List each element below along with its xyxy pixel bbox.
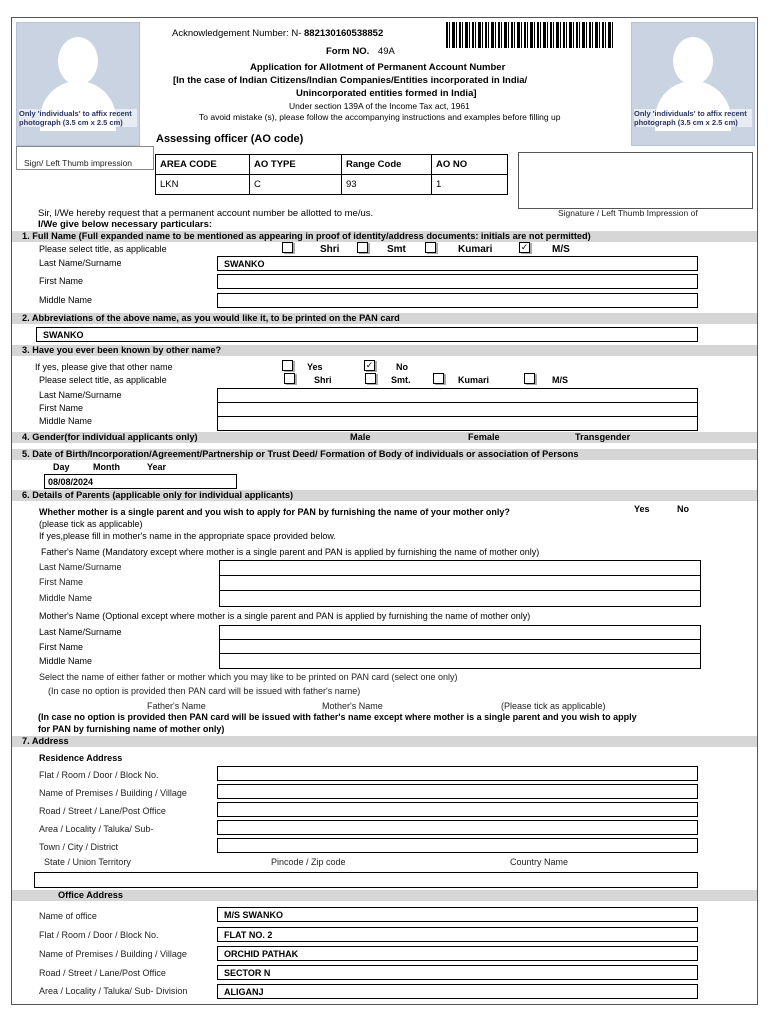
section-2-header: 2. Abbreviations of the above name, as you would like it, to be printed on the PAN card — [12, 313, 757, 324]
ao-value-cell[interactable]: 1 — [432, 175, 508, 195]
checkbox-ms[interactable]: ✓ — [520, 242, 529, 252]
res-flat-field[interactable] — [217, 766, 698, 781]
sign-right-label: Signature / Left Thumb Impression of — [558, 208, 698, 218]
mothers-name-option[interactable]: Mother's Name — [322, 701, 383, 711]
middle-name-label: Middle Name — [39, 295, 93, 305]
res-premises-field[interactable] — [217, 784, 698, 799]
country-label: Country Name — [510, 857, 569, 867]
res-area-field[interactable] — [217, 820, 698, 835]
no-label: No — [396, 362, 408, 372]
res-premises-label: Name of Premises / Building / Village — [39, 788, 187, 798]
checkbox-no[interactable]: ✓ — [365, 360, 374, 370]
office-area-field[interactable]: ALIGANJ — [217, 984, 698, 999]
day-label: Day — [53, 462, 70, 472]
ack-line: Acknowledgement Number: N- 882130160538852 — [172, 28, 384, 39]
mother-last-label: Last Name/Surname — [39, 627, 122, 637]
form-subtitle-1: [In the case of Indian Citizens/Indian Companies/Entities incorporated in India/ — [173, 75, 528, 86]
ao-code-table — [155, 154, 508, 195]
res-area-label: Area / Locality / Taluka/ Sub- — [39, 824, 154, 834]
section-7-header: 7. Address — [12, 736, 757, 747]
signature-box[interactable] — [518, 152, 753, 209]
option-smt-label: Smt — [387, 244, 406, 255]
section-5-header: 5. Date of Birth/Incorporation/Agreement/Partnership or Trust Deed/ Formation of Body of individuals or association of Persons — [12, 449, 757, 460]
ao-value-cell[interactable]: 93 — [342, 175, 432, 195]
first-name-field[interactable] — [217, 274, 698, 289]
checkbox-ms[interactable] — [524, 373, 535, 384]
option-shri-label: Shri — [314, 375, 332, 385]
office-address-header: Office Address — [12, 890, 757, 901]
first-name-label: First Name — [39, 403, 84, 413]
state-pin-country-field[interactable] — [34, 872, 698, 888]
last-name-label: Last Name/Surname — [39, 258, 122, 268]
res-town-label: Town / City / District — [39, 842, 119, 852]
year-label: Year — [147, 462, 167, 472]
checkbox-shri[interactable] — [284, 373, 295, 384]
checkbox-kumari[interactable] — [433, 373, 444, 384]
tick-note: (please tick as applicable) — [39, 519, 143, 529]
checkbox-shri[interactable] — [282, 242, 293, 253]
office-road-field[interactable]: SECTOR N — [217, 965, 698, 980]
photo-caption: Only 'individuals' to affix recent photograph (3.5 cm x 2.5 cm) — [634, 109, 752, 127]
option-ms-label: M/S — [552, 244, 570, 255]
office-name-field[interactable]: M/S SWANKO — [217, 907, 698, 922]
ao-value-cell[interactable]: C — [250, 175, 342, 195]
fill-note: If yes,please fill in mother's name in the appropriate space provided below. — [39, 531, 336, 541]
fathers-name-option[interactable]: Father's Name — [147, 701, 206, 711]
mother-name-title: Mother's Name (Optional except where mother is a single parent and PAN is applied by furnishing the name of mother only) — [39, 611, 531, 621]
form-title: Application for Allotment of Permanent Account Number — [250, 62, 506, 73]
first-name-label: First Name — [39, 276, 84, 286]
option-ms-label: M/S — [552, 375, 569, 385]
yes-label: Yes — [307, 362, 323, 372]
yes-label: Yes — [634, 504, 650, 514]
section-6-header: 6. Details of Parents (applicable only for individual applicants) — [12, 490, 757, 501]
ao-header-cell: Range Code — [342, 155, 432, 175]
print-name-select: Select the name of either father or mother which you may like to be printed on PAN card (select one only) — [39, 672, 458, 682]
office-premises-field[interactable]: ORCHID PATHAK — [217, 946, 698, 961]
ao-value-cell[interactable]: LKN — [156, 175, 250, 195]
middle-name-field[interactable] — [217, 293, 698, 308]
photo-caption: Only 'individuals' to affix recent photograph (3.5 cm x 2.5 cm) — [19, 109, 137, 127]
section-1-header: 1. Full Name (Full expanded name to be mentioned as appearing in proof of identity/address documents: initials are not permitted) — [12, 231, 757, 242]
photo-placeholder-left — [16, 22, 140, 146]
office-flat-field[interactable]: FLAT NO. 2 — [217, 927, 698, 942]
no-label: No — [677, 504, 689, 514]
mother-name-fields[interactable] — [219, 625, 701, 669]
checkbox-smt[interactable] — [365, 373, 376, 384]
month-label: Month — [93, 462, 120, 472]
form-no: Form NO. 49A — [326, 46, 395, 57]
default-note-3: for PAN by furnishing name of mother only) — [38, 724, 225, 734]
ao-header-cell: AREA CODE — [156, 155, 250, 175]
option-kumari-label: Kumari — [458, 375, 490, 385]
father-name-fields[interactable] — [219, 560, 701, 607]
father-first-label: First Name — [39, 577, 84, 587]
father-middle-label: Middle Name — [39, 593, 93, 603]
form-subtitle-2: Unincorporated entities formed in India] — [296, 88, 477, 99]
other-name-fields[interactable] — [217, 388, 698, 431]
default-father-note: (In case no option is provided then PAN card will be issued with father's name) — [48, 686, 361, 696]
title-prompt: Please select title, as applicable — [39, 244, 167, 254]
office-road-label: Road / Street / Lane/Post Office — [39, 968, 166, 978]
abbreviation-field[interactable]: SWANKO — [36, 327, 698, 342]
middle-name-label: Middle Name — [39, 416, 93, 426]
tick-applicable-note: (Please tick as applicable) — [501, 701, 606, 711]
last-name-field[interactable]: SWANKO — [217, 256, 698, 271]
sign-left-label: Sign/ Left Thumb impression — [24, 158, 133, 168]
res-town-field[interactable] — [217, 838, 698, 853]
barcode — [446, 22, 614, 48]
checkbox-yes[interactable] — [282, 360, 293, 371]
option-kumari-label: Kumari — [458, 244, 493, 255]
section-4-header: 4. Gender(for individual applicants only) Male Female Transgender — [12, 432, 757, 443]
form-instructions: To avoid mistake (s), please follow the accompanying instructions and examples before filling up — [199, 112, 561, 122]
mother-first-label: First Name — [39, 642, 84, 652]
res-road-field[interactable] — [217, 802, 698, 817]
default-note-2: (In case no option is provided then PAN card will be issued with father's name except where mother is a single parent and you wish to apply — [38, 712, 637, 722]
res-road-label: Road / Street / Lane/Post Office — [39, 806, 166, 816]
dob-field[interactable]: 08/08/2024 — [44, 474, 237, 489]
father-last-label: Last Name/Surname — [39, 562, 122, 572]
other-name-prompt: If yes, please give that other name — [35, 362, 173, 372]
single-parent-question: Whether mother is a single parent and you wish to apply for PAN by furnishing the name of your mother only? — [39, 507, 510, 517]
ao-header-cell: AO NO — [432, 155, 508, 175]
mother-middle-label: Middle Name — [39, 656, 93, 666]
person-silhouette-icon — [58, 37, 98, 85]
form-section-ref: Under section 139A of the Income Tax act, 1961 — [289, 101, 470, 111]
office-flat-label: Flat / Room / Door / Block No. — [39, 930, 159, 940]
intro-line: Sir, I/We hereby request that a permanent account number be allotted to me/us. — [38, 208, 374, 219]
title-prompt: Please select title, as applicable — [39, 375, 167, 385]
ao-title: Assessing officer (AO code) — [156, 133, 304, 145]
pincode-label: Pincode / Zip code — [271, 857, 346, 867]
person-silhouette-icon — [673, 37, 713, 85]
residence-address-title: Residence Address — [39, 753, 123, 763]
option-smt-label: Smt. — [391, 375, 411, 385]
state-label: State / Union Territory — [44, 857, 131, 867]
section-3-header: 3. Have you ever been known by other name? — [12, 345, 757, 356]
office-area-label: Area / Locality / Taluka/ Sub- Division — [39, 986, 188, 996]
ao-header-cell: AO TYPE — [250, 155, 342, 175]
checkbox-kumari[interactable] — [425, 242, 436, 253]
checkbox-smt[interactable] — [357, 242, 368, 253]
father-name-title: Father's Name (Mandatory except where mother is a single parent and PAN is applied by furnishing the name of mother only) — [41, 547, 540, 557]
last-name-label: Last Name/Surname — [39, 390, 122, 400]
intro-line-2: I/We give below necessary particulars: — [38, 219, 213, 230]
office-premises-label: Name of Premises / Building / Village — [39, 949, 187, 959]
res-flat-label: Flat / Room / Door / Block No. — [39, 770, 159, 780]
photo-placeholder-right — [631, 22, 755, 146]
option-shri-label: Shri — [320, 244, 340, 255]
office-name-label: Name of office — [39, 911, 97, 921]
